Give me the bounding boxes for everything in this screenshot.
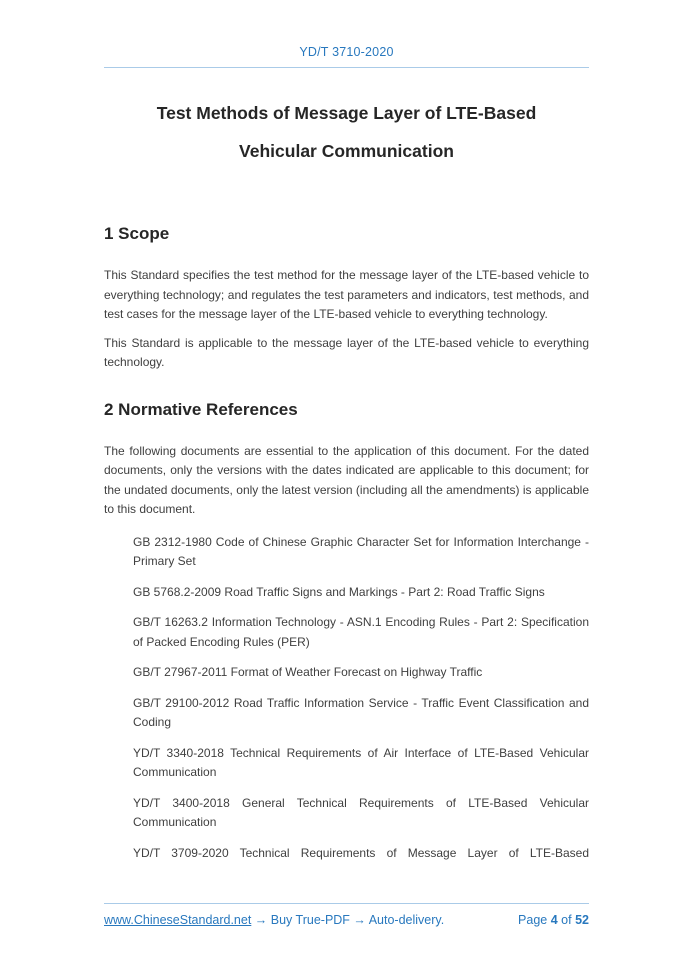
scope-paragraph-1: This Standard specifies the test method for the message layer of the LTE-based vehicle to everything technology; and regulates the test parameters and indicators, test methods, and test cases for the message layer of the LTE-based vehicle to everything technology. <box>104 268 589 321</box>
footer-link[interactable]: www.ChineseStandard.net <box>104 913 252 927</box>
doc-title <box>104 94 589 170</box>
footer-left <box>104 913 444 927</box>
reference-item: YD/T 3709-2020 Technical Requirements of Message Layer of LTE-Based <box>133 845 589 860</box>
reference-item: YD/T 3400-2018 General Technical Requirements of LTE-Based Vehicular Communication <box>133 795 589 829</box>
page-current: 4 <box>550 913 558 927</box>
header-rule <box>104 67 589 68</box>
page-total: 52 <box>575 913 589 927</box>
doc-number: YD/T 3710-2020 <box>299 45 394 59</box>
reference-item: GB/T 29100-2012 Road Traffic Information Service - Traffic Event Classification and Coding <box>133 695 589 729</box>
doc-title-line1: Test Methods of Message Layer of LTE-Based <box>156 103 537 123</box>
reference-item: GB/T 16263.2 Information Technology - ASN.1 Encoding Rules - Part 2: Specification of Packed Encoding Rules (PER) <box>133 615 589 649</box>
normative-intro-paragraph: The following documents are essential to the application of this document. For the dated documents, only the versions with the dates indicated are applicable to this document; for the undated documents, only the latest version (including all the amendments) is applicable to this document. <box>104 443 589 516</box>
footer-tagline: → Buy True-PDF → Auto-delivery. <box>251 913 445 927</box>
page-indicator <box>518 913 589 927</box>
section-heading-scope: 1 Scope <box>104 224 170 243</box>
reference-list <box>104 533 589 864</box>
reference-item: GB/T 27967-2011 Format of Weather Forecast on Highway Traffic <box>133 665 483 679</box>
page-label: Page <box>518 913 548 927</box>
scope-paragraph-2: This Standard is applicable to the message layer of the LTE-based vehicle to everything technology. <box>104 335 589 369</box>
reference-item: GB 5768.2-2009 Road Traffic Signs and Markings - Part 2: Road Traffic Signs <box>133 584 545 599</box>
doc-title-line2: Vehicular Communication <box>239 141 454 161</box>
reference-item: GB 2312-1980 Code of Chinese Graphic Character Set for Information Interchange - Primary Set <box>133 534 589 568</box>
of-label: of <box>561 913 572 927</box>
page-content <box>0 45 693 863</box>
reference-item: YD/T 3340-2018 Technical Requirements of Air Interface of LTE-Based Vehicular Communication <box>133 745 589 779</box>
page-footer <box>104 903 589 927</box>
section-heading-normative-references: 2 Normative References <box>104 399 298 419</box>
